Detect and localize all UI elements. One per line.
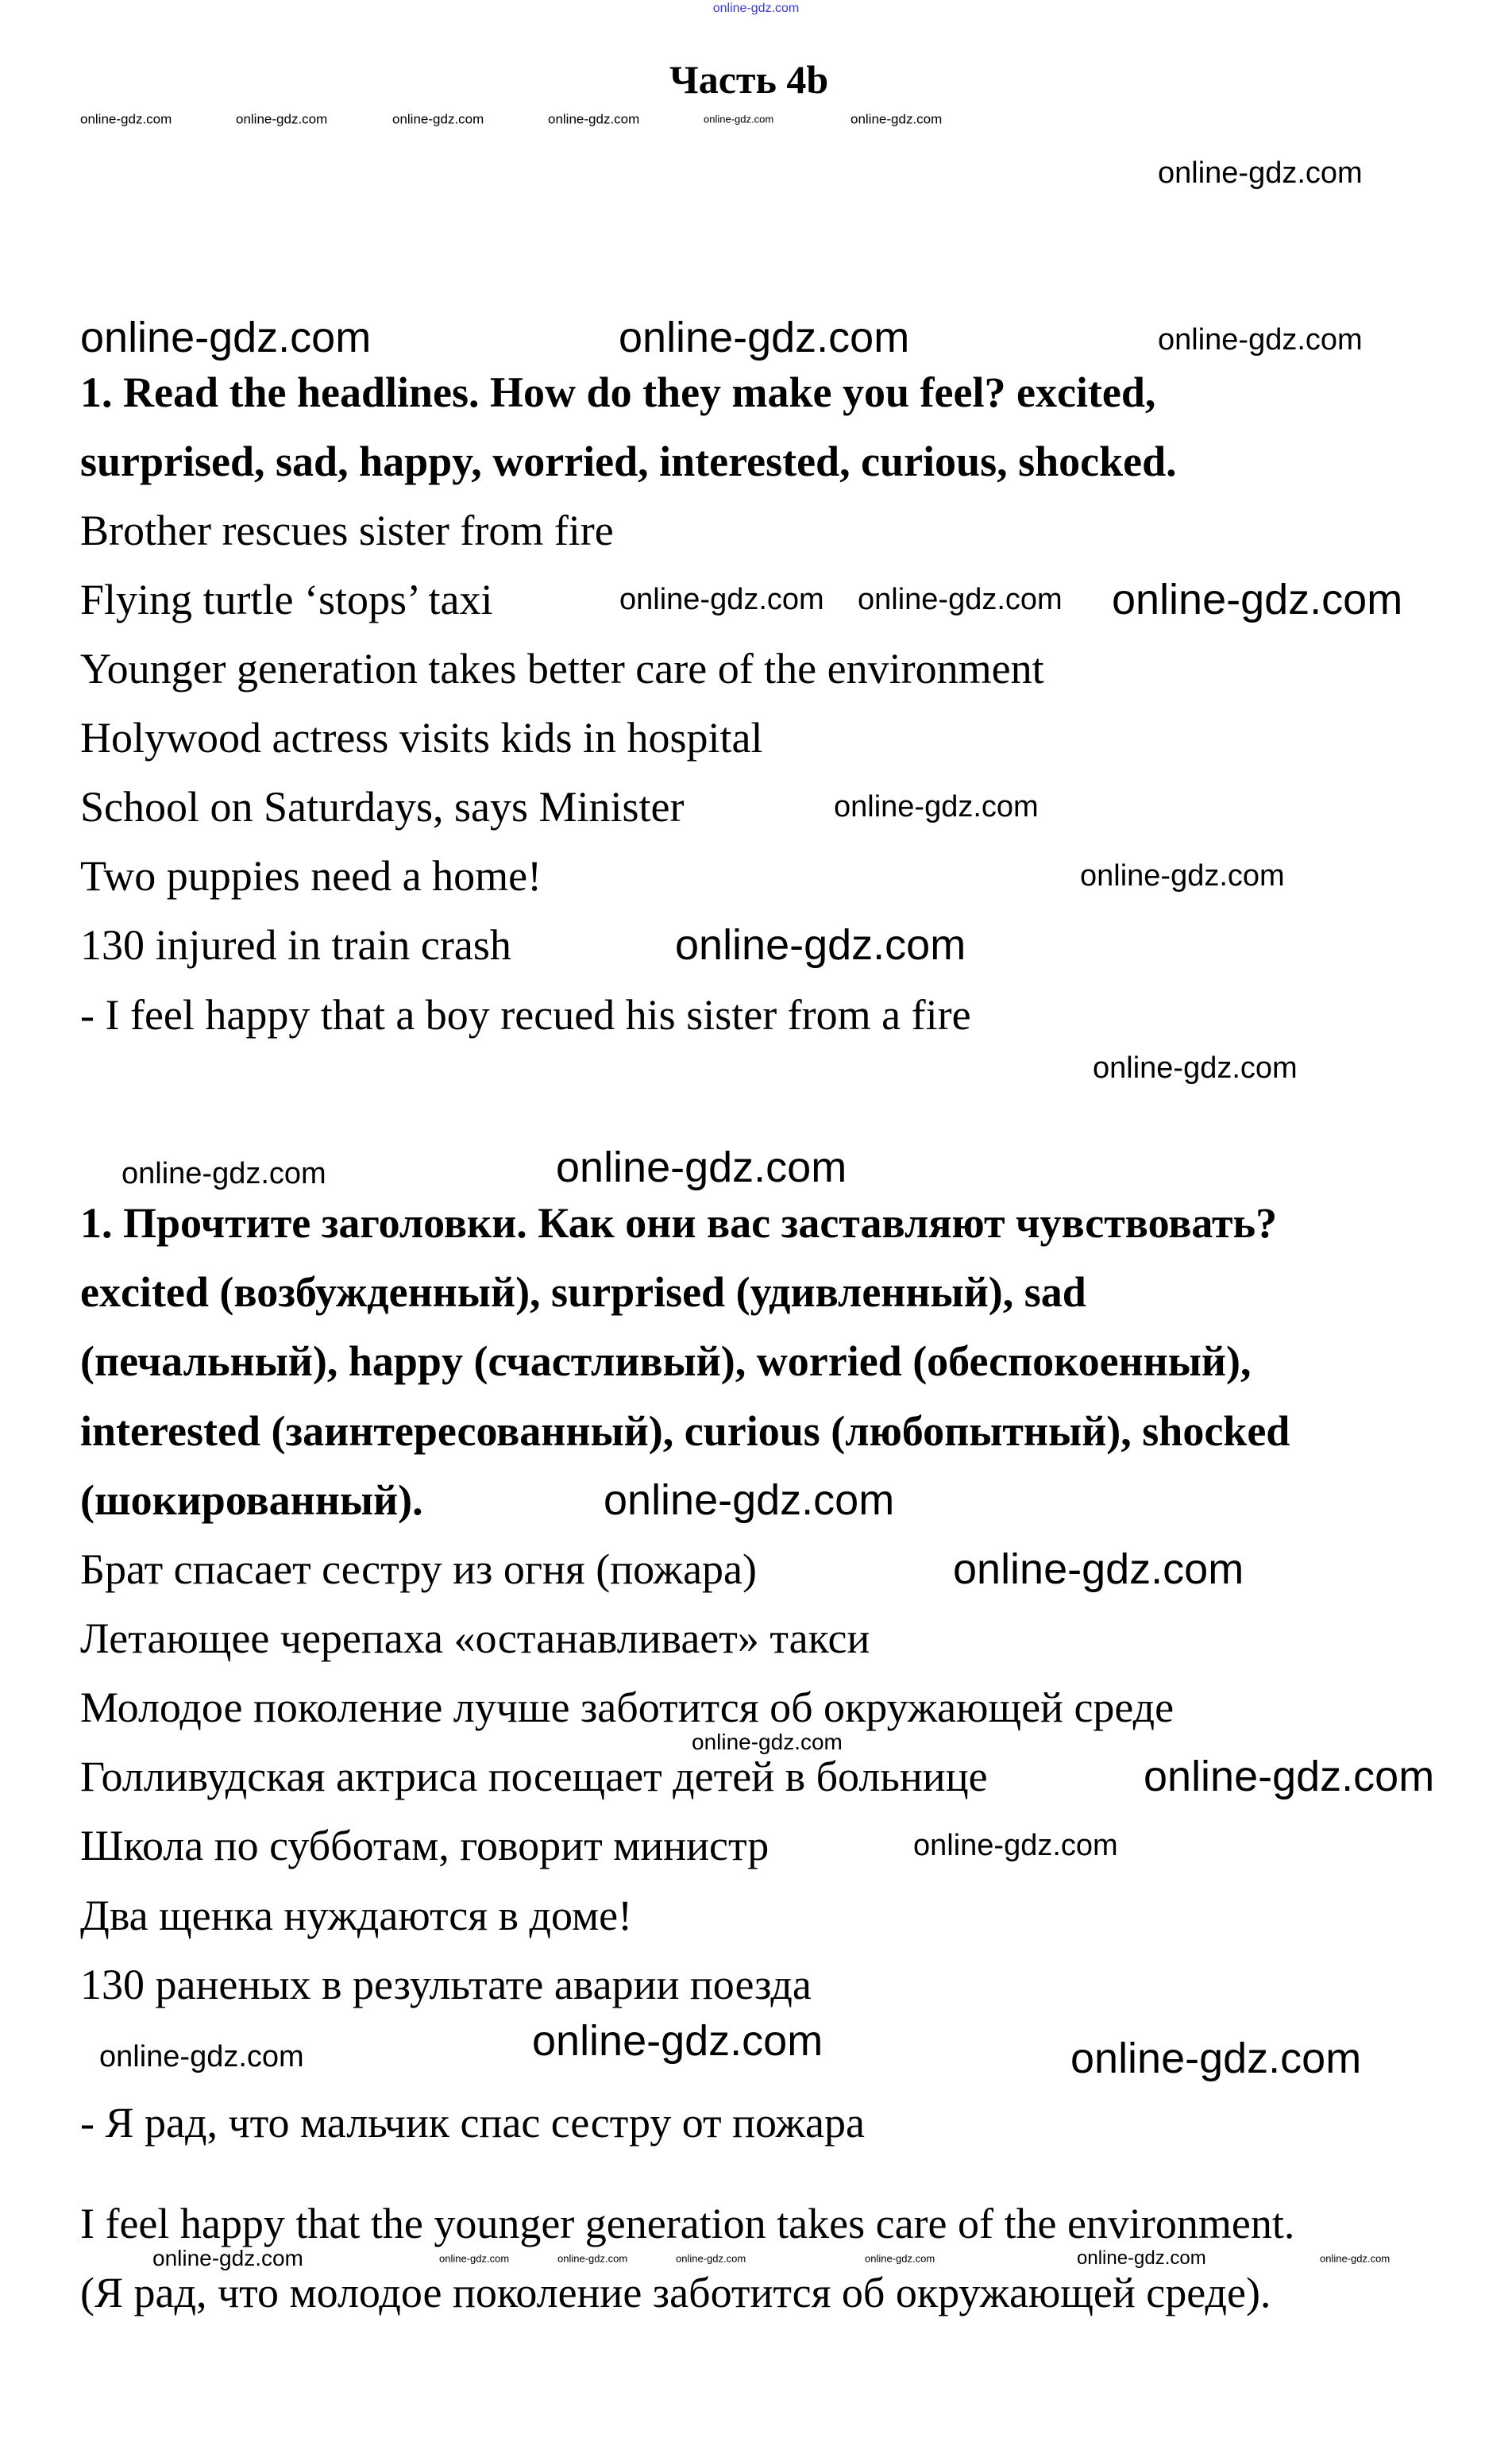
- watermark: online-gdz.com: [152, 2246, 303, 2270]
- watermark: online-gdz.com: [619, 583, 824, 616]
- extra-answer-translation: (Я рад, что молодое поколение заботится об окружающей среде).: [80, 2269, 1271, 2316]
- task-heading-line: 1. Прочтите заголовки. Как они вас заставляют чувствовать?: [80, 1199, 1278, 1247]
- watermark: online-gdz.com: [704, 113, 774, 125]
- extra-answer: I feel happy that the younger generation takes care of the environment.: [80, 2200, 1295, 2247]
- headline: Flying turtle ‘stops’ taxi: [80, 576, 493, 623]
- task-heading-line: (печальный), happy (счастливый), worried (обеспокоенный),: [80, 1337, 1252, 1385]
- watermark: online-gdz.com: [548, 111, 640, 127]
- watermark: online-gdz.com: [556, 1144, 847, 1191]
- headline: Holywood actress visits kids in hospital: [80, 714, 763, 762]
- watermark: online-gdz.com: [1144, 1753, 1435, 1800]
- watermark: online-gdz.com: [532, 2017, 824, 2065]
- watermark: online-gdz.com: [99, 2040, 304, 2073]
- watermark: online-gdz.com: [1077, 2247, 1206, 2269]
- headline: Два щенка нуждаются в доме!: [80, 1892, 633, 1939]
- task-heading-line: interested (заинтересованный), curious (любопытный), shocked: [80, 1407, 1290, 1455]
- headline: Летающее черепаха «останавливает» такси: [80, 1614, 870, 1662]
- watermark: online-gdz.com: [1112, 576, 1403, 623]
- watermark: online-gdz.com: [692, 1730, 843, 1754]
- watermark: online-gdz.com: [834, 790, 1039, 824]
- watermark: online-gdz.com: [913, 1829, 1118, 1862]
- watermark: online-gdz.com: [1158, 323, 1363, 357]
- watermark: online-gdz.com: [1093, 1051, 1298, 1085]
- watermark: online-gdz.com: [865, 2252, 935, 2265]
- watermark: online-gdz.com: [604, 1476, 895, 1524]
- watermark: online-gdz.com: [1158, 156, 1363, 190]
- watermark: online-gdz.com: [236, 111, 328, 127]
- watermark: online-gdz.com: [858, 583, 1063, 616]
- watermark: online-gdz.com: [557, 2252, 628, 2265]
- watermark: online-gdz.com: [953, 1545, 1244, 1593]
- headline: School on Saturdays, says Minister: [80, 783, 685, 831]
- page-title: Часть 4b: [669, 57, 829, 102]
- top-watermark: online-gdz.com: [712, 2, 800, 15]
- headline: Two puppies need a home!: [80, 852, 542, 900]
- headline: Молодое поколение лучше заботится об окружающей среде: [80, 1684, 1174, 1731]
- headline: Younger generation takes better care of the environment: [80, 645, 1044, 692]
- answer: - I feel happy that a boy recued his sister from a fire: [80, 991, 971, 1039]
- headline: 130 injured in train crash: [80, 921, 511, 969]
- headline: 130 раненых в результате аварии поезда: [80, 1961, 812, 2008]
- watermark: online-gdz.com: [1320, 2252, 1390, 2265]
- watermark: online-gdz.com: [122, 1157, 326, 1190]
- answer: - Я рад, что мальчик спас сестру от пожара: [80, 2099, 865, 2147]
- watermark: online-gdz.com: [392, 111, 484, 127]
- watermark: online-gdz.com: [676, 2252, 746, 2265]
- watermark: online-gdz.com: [1080, 859, 1285, 893]
- headline: Школа по субботам, говорит министр: [80, 1822, 770, 1869]
- task-heading-line: (шокированный).: [80, 1476, 423, 1524]
- task-heading-line: surprised, sad, happy, worried, interested, curious, shocked.: [80, 438, 1177, 485]
- task-heading-line: 1. Read the headlines. How do they make you feel? excited,: [80, 368, 1156, 416]
- watermark: online-gdz.com: [619, 314, 910, 361]
- watermark: online-gdz.com: [675, 921, 966, 969]
- watermark: online-gdz.com: [80, 111, 172, 127]
- headline: Брат спасает сестру из огня (пожара): [80, 1545, 758, 1593]
- task-heading-line: excited (возбужденный), surprised (удивленный), sad: [80, 1268, 1086, 1316]
- watermark: online-gdz.com: [80, 314, 372, 361]
- watermark: online-gdz.com: [850, 111, 943, 127]
- headline: Brother rescues sister from fire: [80, 507, 614, 554]
- watermark: online-gdz.com: [439, 2252, 510, 2265]
- headline: Голливудская актриса посещает детей в больнице: [80, 1753, 988, 1800]
- watermark: online-gdz.com: [1070, 2035, 1362, 2082]
